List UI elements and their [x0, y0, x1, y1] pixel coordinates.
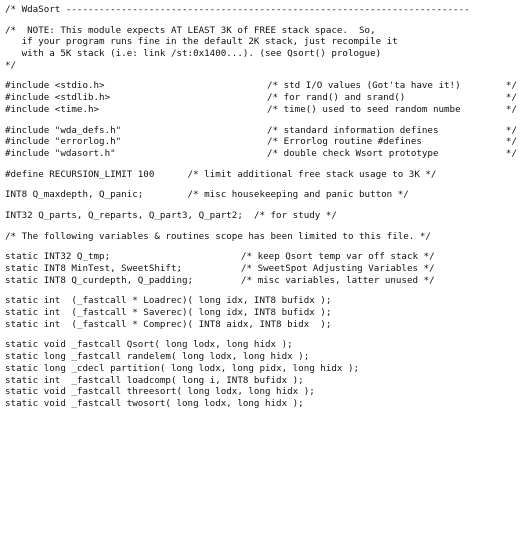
- source-code-listing: [5, 4, 517, 410]
- include-comment: /* time() used to seed random numbe: [267, 103, 461, 115]
- static-comment: /* misc variables, latter unused */: [241, 274, 435, 286]
- include-comment: /* Errorlog routine #defines: [267, 136, 422, 148]
- static-declaration: [5, 263, 517, 275]
- include-comment: /* double check Wsort prototype: [267, 147, 439, 159]
- include-line: [5, 136, 517, 148]
- comment-close: */: [505, 80, 517, 92]
- note-comment-line: /* NOTE: This module expects AT LEAST 3K of FREE stack space. So,: [5, 24, 376, 36]
- include-directive: #include <stdio.h>: [5, 80, 105, 92]
- static-code: static INT8 Q_curdepth, Q_padding;: [5, 274, 194, 286]
- include-directive: #include "wdasort.h": [5, 147, 116, 159]
- note-comment-end: */: [5, 59, 17, 71]
- include-line: [5, 92, 517, 104]
- include-line: [5, 148, 517, 160]
- include-directive: #include "errorlog.h": [5, 136, 122, 148]
- include-directive: #include <time.h>: [5, 103, 100, 115]
- function-prototype: static long _fastcall randelem( long lodx, long hidx );: [5, 351, 310, 363]
- static-comment: /* SweetSpot Adjusting Variables */: [241, 263, 435, 274]
- include-line: [5, 80, 517, 92]
- scope-comment: /* The following variables & routines scope has been limited to this file. */: [5, 230, 431, 242]
- include-line: [5, 125, 517, 137]
- function-prototype: static long _cdecl partition( long lodx, long pidx, long hidx );: [5, 362, 360, 374]
- comment-close: */: [505, 124, 517, 136]
- function-prototype: static int _fastcall loadcomp( long i, INT8 bufidx );: [5, 374, 304, 386]
- int8-declaration: INT8 Q_maxdepth, Q_panic; /* misc housekeeping and panic button */: [5, 189, 409, 201]
- static-code: static INT32 Q_tmp;: [5, 251, 111, 263]
- comment-close: */: [505, 147, 517, 159]
- function-prototype: static void _fastcall threesort( long lodx, long hidx );: [5, 386, 315, 398]
- function-prototype: static void _fastcall Qsort( long lodx, long hidx );: [5, 339, 293, 351]
- title-comment-line: /* WdaSort -------------------------------------------------------------------------: [5, 4, 470, 15]
- function-pointer-declaration: static int (_fastcall * Saverec)( long idx, INT8 bufidx );: [5, 307, 332, 319]
- static-declaration: [5, 275, 517, 287]
- include-directive: #include "wda_defs.h": [5, 124, 122, 136]
- include-directive: #include <stdlib.h>: [5, 92, 111, 104]
- static-comment: /* keep Qsort temp var off stack */: [241, 251, 435, 263]
- include-comment: /* standard information defines: [267, 124, 439, 136]
- note-comment-line: if your program runs fine in the default 2K stack, just recompile it: [5, 36, 398, 48]
- include-line: [5, 104, 517, 116]
- comment-close: */: [505, 92, 517, 104]
- int32-declaration: INT32 Q_parts, Q_reparts, Q_part3, Q_part2; /* for study */: [5, 209, 337, 221]
- comment-close: */: [505, 103, 517, 115]
- static-declaration: [5, 251, 517, 263]
- comment-close: */: [505, 136, 517, 148]
- function-pointer-declaration: static int (_fastcall * Comprec)( INT8 aidx, INT8 bidx );: [5, 318, 332, 330]
- function-prototype: static void _fastcall twosort( long lodx, long hidx );: [5, 397, 304, 409]
- include-comment: /* std I/O values (Got'ta have it!): [267, 80, 461, 92]
- define-line: #define RECURSION_LIMIT 100 /* limit additional free stack usage to 3K */: [5, 168, 437, 180]
- static-code: static INT8 MinTest, SweetShift;: [5, 263, 183, 274]
- note-comment-line: with a 5K stack (i.e: link /st:0x1400...). (see Qsort() prologue): [5, 48, 382, 60]
- function-pointer-declaration: static int (_fastcall * Loadrec)( long idx, INT8 bufidx );: [5, 295, 332, 307]
- include-comment: /* for rand() and srand(): [267, 92, 406, 104]
